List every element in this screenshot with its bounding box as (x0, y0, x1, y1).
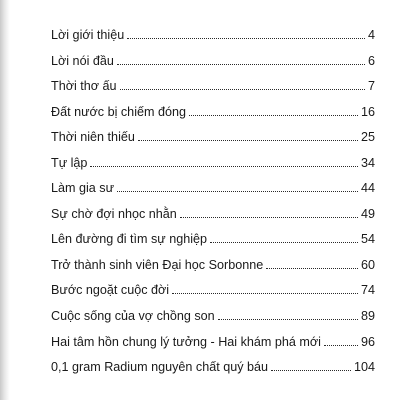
toc-entry (51, 256, 375, 282)
toc-entry-page: 74 (360, 283, 375, 298)
toc-dot-leader (120, 88, 365, 90)
toc-entry (51, 307, 375, 333)
toc-entry-page: 7 (367, 79, 375, 94)
toc-dot-leader (172, 292, 358, 294)
toc-entry-title: Cuộc sống của vợ chồng son (51, 309, 215, 324)
toc-entry-title: Làm gia sư (51, 181, 115, 196)
toc-dot-leader (266, 267, 358, 269)
toc-entry-page: 34 (360, 155, 375, 170)
toc-entry (51, 281, 375, 307)
toc-dot-leader (90, 165, 358, 167)
toc-entry (51, 230, 375, 256)
table-of-contents (51, 26, 375, 384)
toc-entry (51, 333, 375, 359)
toc-entry-title: Thời thơ ấu (51, 79, 117, 94)
toc-dot-leader (117, 190, 358, 192)
toc-entry-title: Tự lập (51, 155, 88, 170)
toc-entry (51, 77, 375, 103)
toc-entry (51, 103, 375, 129)
toc-entry-title: Hai tâm hồn chung lý tưởng - Hai khám phá mới (51, 334, 321, 349)
toc-entry-page: 16 (360, 104, 375, 119)
toc-entry-page: 54 (360, 232, 375, 247)
toc-entry-title: Sự chờ đợi nhọc nhằn (51, 206, 177, 221)
toc-dot-leader (218, 318, 358, 320)
toc-entry-title: Thời niên thiếu (51, 130, 135, 145)
toc-entry (51, 128, 375, 154)
toc-entry-page: 104 (353, 360, 375, 375)
toc-entry-title: Lời nói đầu (51, 53, 114, 68)
toc-entry (51, 179, 375, 205)
toc-entry (51, 52, 375, 78)
toc-entry-title: Lên đường đi tìm sự nghiệp (51, 232, 208, 247)
toc-dot-leader (210, 241, 358, 243)
toc-entry-page: 96 (360, 334, 375, 349)
toc-entry-page: 6 (367, 53, 375, 68)
toc-entry-title: Trở thành sinh viên Đại học Sorbonne (51, 257, 264, 272)
toc-dot-leader (117, 63, 365, 65)
toc-entry-page: 60 (360, 257, 375, 272)
toc-entry-page: 44 (360, 181, 375, 196)
toc-entry-page: 25 (360, 130, 375, 145)
toc-entry-page: 89 (360, 309, 375, 324)
toc-entry-page: 4 (367, 28, 375, 42)
toc-entry (51, 154, 375, 180)
toc-dot-leader (189, 114, 358, 116)
toc-dot-leader (180, 216, 358, 218)
toc-entry (51, 205, 375, 231)
page-gutter-shadow (0, 0, 10, 400)
toc-entry-title: 0,1 gram Radium nguyên chất quý báu (51, 360, 269, 375)
toc-dot-leader (271, 369, 351, 371)
toc-entry-page: 49 (360, 206, 375, 221)
toc-entry (51, 358, 375, 384)
toc-dot-leader (324, 344, 358, 346)
toc-dot-leader (138, 139, 358, 141)
toc-entry (51, 26, 375, 52)
toc-dot-leader (127, 37, 365, 39)
toc-entry-title: Lời giới thiệu (51, 28, 125, 42)
toc-entry-title: Bước ngoặt cuộc đời (51, 283, 170, 298)
toc-entry-title: Đất nước bị chiếm đóng (51, 104, 186, 119)
